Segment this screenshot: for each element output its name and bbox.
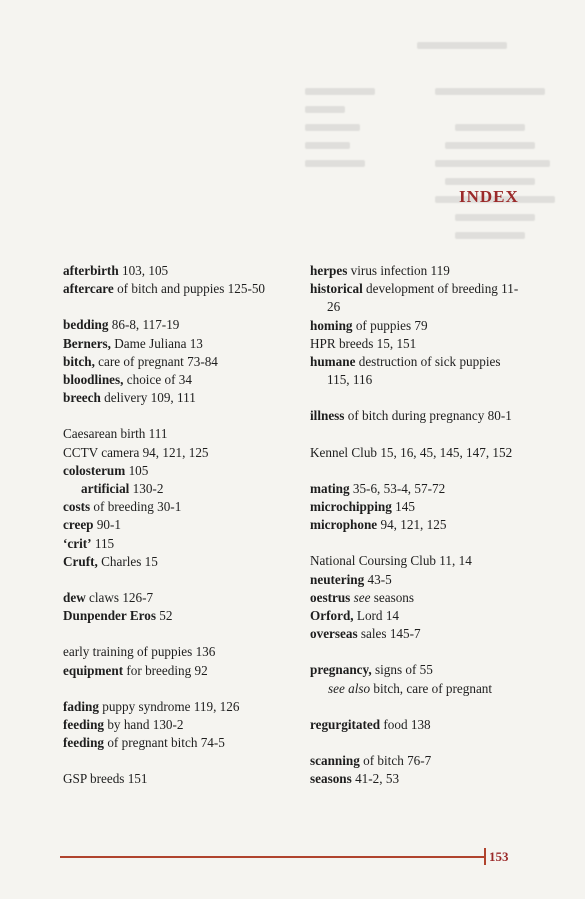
index-entry	[63, 643, 303, 661]
index-entry-pages: choice of 34	[123, 372, 192, 388]
index-entry-pages: for breeding 92	[123, 662, 208, 678]
index-entry-term: Dunpender Eros	[63, 608, 156, 624]
index-entry	[63, 770, 303, 788]
index-entry-term: Cruft,	[63, 553, 98, 569]
index-entry-pages: puppy syndrome 119, 126	[98, 698, 240, 714]
index-entry-pages: of breeding 30-1	[90, 499, 182, 515]
index-entry-term: historical	[310, 281, 363, 297]
index-entry	[63, 535, 303, 553]
index-entry	[63, 480, 303, 498]
index-entry	[63, 262, 303, 280]
entry-spacer	[310, 462, 525, 480]
index-entry	[63, 607, 303, 625]
index-entry-term: artificial	[81, 481, 130, 497]
index-entry	[63, 425, 303, 443]
index-entry	[310, 571, 525, 589]
index-entry	[63, 462, 303, 480]
entry-spacer	[63, 752, 303, 770]
entry-spacer	[63, 680, 303, 698]
entry-spacer	[310, 698, 525, 716]
index-entry-term: microchipping	[310, 499, 392, 515]
index-entry-pages: 103, 105	[118, 263, 169, 278]
index-entry-pages: CCTV camera 94, 121, 125	[63, 444, 209, 460]
index-entry-pages: Caesarean birth 111	[63, 426, 168, 442]
index-entry-term: homing	[310, 317, 353, 333]
index-entry-pages: of bitch 76-7	[359, 753, 432, 769]
index-entry-pages: 115	[91, 535, 115, 551]
index-entry-pages: by hand 130-2	[104, 717, 184, 733]
index-entry	[63, 371, 303, 389]
index-entry-term: Orford,	[310, 608, 354, 624]
index-entry	[310, 480, 525, 498]
index-entry-term: fading	[63, 698, 99, 714]
index-entry-pages: 130-2	[129, 481, 164, 497]
index-entry-term: humane	[310, 354, 356, 370]
index-entry	[310, 752, 525, 770]
index-entry	[63, 389, 303, 407]
index-entry-term: creep	[63, 517, 94, 533]
index-entry-term: bitch,	[63, 353, 95, 369]
index-entry-pages: care of pregnant 73-84	[94, 353, 218, 369]
index-entry-term: breech	[63, 390, 101, 406]
index-entry	[310, 607, 525, 625]
index-entry	[310, 770, 525, 788]
index-entry	[310, 335, 525, 353]
index-entry-pages: 52	[155, 608, 173, 624]
entry-spacer	[63, 625, 303, 643]
entry-spacer	[310, 643, 525, 661]
index-entry-pages: of bitch and puppies 125-50	[113, 281, 266, 297]
index-entry-pages: signs of 55	[371, 662, 433, 678]
index-entry-term: oestrus	[310, 589, 351, 605]
index-entry	[310, 680, 525, 698]
index-entry-pages: destruction of sick puppies 115, 116	[327, 354, 501, 388]
index-entry-term: dew	[63, 590, 86, 606]
index-entry-pages: 90-1	[93, 517, 121, 533]
index-entry-pages: Charles 15	[97, 553, 158, 569]
index-entry-pages: development of breeding 11-26	[327, 281, 519, 315]
bleed-through-text	[305, 38, 575, 248]
index-entry	[63, 280, 303, 298]
entry-spacer	[310, 534, 525, 552]
index-entry	[310, 625, 525, 643]
index-entry-term: neutering	[310, 571, 365, 587]
index-entry	[63, 335, 303, 353]
page-number: 153	[489, 849, 509, 864]
index-entry-pages: National Coursing Club 11, 14	[310, 553, 472, 569]
index-entry	[63, 353, 303, 371]
footer-rule-tick	[484, 848, 486, 865]
index-entry-pages: of pregnant bitch 74-5	[104, 735, 225, 751]
index-entry	[63, 444, 303, 462]
index-entry-pages: Kennel Club 15, 16, 45, 145, 147, 152	[310, 444, 513, 460]
index-entry-term: feeding	[63, 717, 105, 733]
index-entry-term: afterbirth	[63, 263, 119, 278]
index-entry-pages: of puppies 79	[352, 317, 428, 333]
index-entry	[310, 444, 525, 462]
index-entry-pages: claws 126-7	[85, 590, 154, 606]
index-entry-pages: GSP breeds 151	[63, 771, 148, 787]
index-entry-term: regurgitated	[310, 716, 381, 732]
index-entry-pages: Dame Juliana 13	[110, 335, 203, 351]
index-entry-pages: 43-5	[364, 571, 392, 587]
index-entry-pages: 86-8, 117-19	[108, 317, 180, 333]
index-entry-term: herpes	[310, 263, 348, 278]
index-entry	[310, 317, 525, 335]
index-entry	[310, 262, 525, 280]
index-entry-term: bedding	[63, 317, 109, 333]
index-entry-pages: delivery 109, 111	[100, 390, 196, 406]
index-entry-pages: see also bitch, care of pregnant	[328, 680, 493, 696]
index-entry	[63, 516, 303, 534]
entry-spacer	[63, 407, 303, 425]
index-entry-pages: early training of puppies 136	[63, 644, 216, 660]
page-title: INDEX	[459, 187, 519, 206]
index-entry-term: aftercare	[63, 281, 114, 297]
index-entry	[63, 662, 303, 680]
index-entry	[310, 516, 525, 534]
entry-spacer	[63, 571, 303, 589]
index-column-right	[310, 262, 525, 788]
index-entry	[63, 698, 303, 716]
entry-spacer	[63, 298, 303, 316]
index-entry	[63, 553, 303, 571]
index-entry	[310, 716, 525, 734]
index-entry-pages: 105	[125, 462, 149, 478]
index-entry-term: feeding	[63, 735, 105, 751]
index-entry	[63, 734, 303, 752]
entry-spacer	[310, 426, 525, 444]
index-entry	[310, 407, 525, 425]
index-entry-term: microphone	[310, 517, 378, 533]
index-entry-term: ‘crit’	[63, 535, 92, 551]
index-entry	[310, 498, 525, 516]
index-entry	[63, 589, 303, 607]
index-entry	[63, 498, 303, 516]
index-entry	[310, 552, 525, 570]
index-entry-term: scanning	[310, 753, 360, 769]
index-entry-pages: sales 145-7	[357, 626, 421, 642]
index-entry	[63, 716, 303, 734]
index-entry-pages: 35-6, 53-4, 57-72	[349, 480, 446, 496]
index-entry-pages: 145	[391, 499, 415, 515]
index-entry-term: seasons	[310, 771, 352, 787]
entry-spacer	[310, 734, 525, 752]
index-entry-pages: see seasons	[353, 589, 415, 605]
index-entry-term: colosterum	[63, 462, 126, 478]
footer-rule	[60, 856, 484, 858]
index-entry-pages: virus infection 119	[347, 263, 450, 278]
index-entry	[310, 353, 525, 389]
index-entry-term: overseas	[310, 626, 358, 642]
index-entry-pages: 94, 121, 125	[377, 517, 447, 533]
index-entry-pages: 41-2, 53	[351, 771, 400, 787]
index-entry-pages: of bitch during pregnancy 80-1	[344, 408, 512, 424]
index-entry-term: illness	[310, 408, 345, 424]
entry-spacer	[310, 389, 525, 407]
index-column-left	[63, 262, 303, 789]
index-entry-term: equipment	[63, 662, 124, 678]
index-entry-term: costs	[63, 499, 91, 515]
index-entry-term: Berners,	[63, 335, 111, 351]
index-entry-pages: food 138	[380, 716, 431, 732]
index-entry-term: mating	[310, 480, 350, 496]
index-entry-term: pregnancy,	[310, 662, 372, 678]
index-entry-term: bloodlines,	[63, 372, 124, 388]
index-entry-pages: Lord 14	[353, 608, 400, 624]
index-entry	[310, 589, 525, 607]
index-entry	[63, 316, 303, 334]
index-entry	[310, 280, 525, 316]
index-entry	[310, 661, 525, 679]
index-entry-pages: HPR breeds 15, 151	[310, 335, 417, 351]
